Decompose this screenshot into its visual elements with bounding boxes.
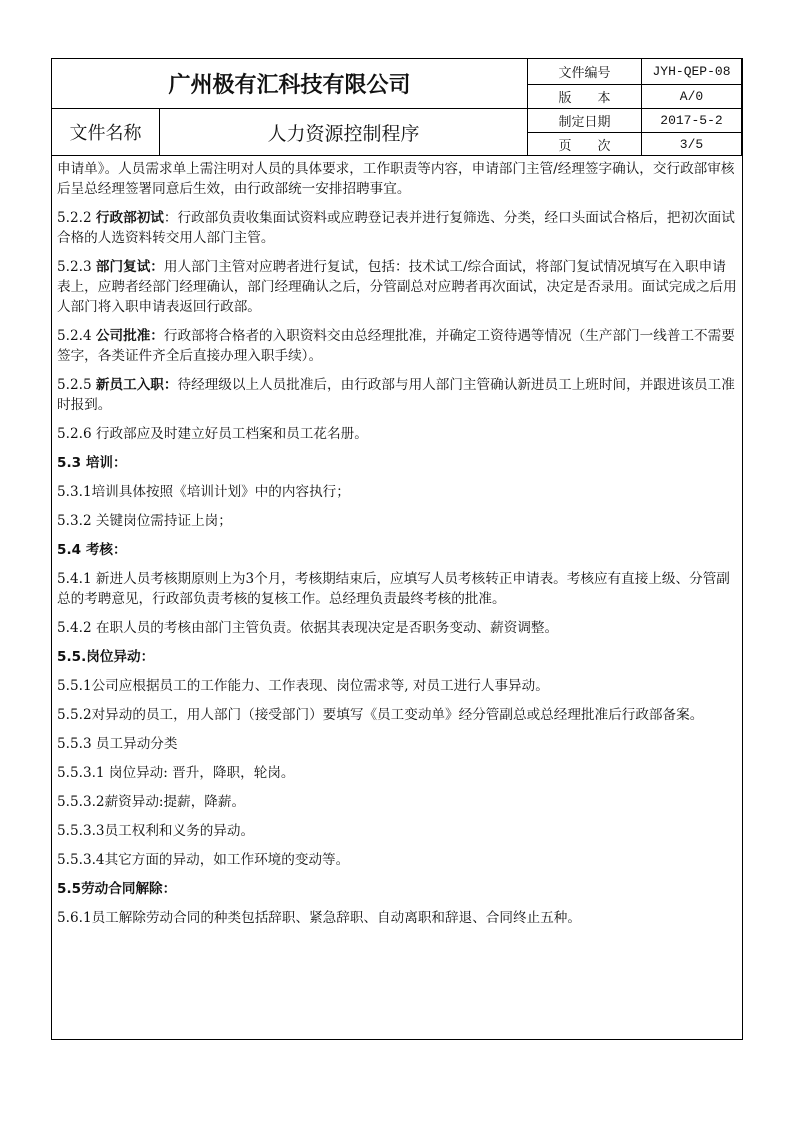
paragraph-num: 5.4.2: [57, 620, 96, 636]
paragraph-num: 5.3.1: [57, 484, 92, 500]
paragraph-text: 员工权利和义务的异动。: [104, 823, 255, 839]
paragraph: [57, 208, 739, 248]
paragraph-text: 员工解除劳动合同的种类包括辞职、紧急辞职、自动离职和辞退、合同终止五种。: [91, 910, 581, 926]
paragraph: [57, 257, 739, 317]
paragraph-bold: 5.5劳动合同解除：: [57, 881, 177, 897]
paragraph: [57, 482, 739, 502]
paragraph: [57, 676, 739, 696]
paragraph-text: 薪资异动:提薪，降薪。: [104, 794, 246, 810]
field-value: 2017-5-2: [642, 109, 742, 133]
paragraph: [57, 763, 739, 783]
document-body: [57, 159, 739, 937]
paragraph: [57, 375, 739, 415]
paragraph-bold: 部门复试：: [95, 259, 164, 275]
paragraph-bold: 5.4 考核：: [57, 542, 127, 558]
paragraph-num: 5.5.3.4: [57, 852, 105, 868]
paragraph-text: 岗位异动: 晋升，降职，轮岗。: [108, 765, 295, 781]
paragraph-text: 申请单》。人员需求单上需注明对人员的具体要求，工作职责等内容，申请部门主管/经理签字确认，交行政部审核后呈总经理签署同意后生效，由行政部统一安排招聘事宜。: [57, 161, 735, 197]
field-label: 制定日期: [528, 109, 642, 133]
paragraph: [57, 511, 739, 531]
paragraph-bold: 行政部初试: [95, 210, 164, 226]
paragraph-num: 5.5.3.2: [57, 794, 105, 810]
paragraph: [57, 424, 739, 444]
paragraph-text: 行政部将合格者的入职资料交由总经理批准，并确定工资待遇等情况（生产部门一线普工不需要签字，各类证件齐全后直接办理入职手续）。: [57, 328, 735, 364]
paragraph-text: ：行政部负责收集面试资料或应聘登记表并进行复筛选、分类，经口头面试合格后，把初次面试合格的人选资料转交用人部门主管。: [57, 210, 735, 246]
paragraph-bold: 公司批准：: [95, 328, 164, 344]
paragraph-text: 在职人员的考核由部门主管负责。依据其表现决定是否职务变动、薪资调整。: [95, 620, 559, 636]
paragraph: [57, 540, 739, 560]
paragraph-text: 其它方面的异动，如工作环境的变动等。: [104, 852, 350, 868]
paragraph-num: 5.2.4: [57, 328, 96, 344]
paragraph-bold: 新员工入职：: [95, 377, 178, 393]
paragraph-num: 5.5.2: [57, 707, 92, 723]
paragraph-bold: 5.5.岗位异动：: [57, 649, 155, 665]
paragraph-text: 关键岗位需持证上岗；: [95, 513, 232, 529]
paragraph: [57, 879, 739, 899]
field-label: 页 次: [528, 133, 642, 156]
paragraph-num: 5.2.5: [57, 377, 96, 393]
paragraph-text: 行政部应及时建立好员工档案和员工花名册。: [95, 426, 368, 442]
paragraph: [57, 705, 739, 725]
paragraph: [57, 821, 739, 841]
paragraph-num: 5.5.3: [57, 736, 96, 752]
paragraph-text: 对异动的员工，用人部门（接受部门）要填写《员工变动单》经分管副总或总经理批准后行政部备案。: [91, 707, 704, 723]
paragraph: [57, 908, 739, 928]
paragraph-num: 5.2.2: [57, 210, 96, 226]
field-label: 文件编号: [528, 59, 642, 85]
document-header: [51, 58, 742, 156]
paragraph-text: 培训具体按照《培训计划》中的内容执行；: [91, 484, 350, 500]
field-label: 版 本: [528, 85, 642, 109]
paragraph: [57, 734, 739, 754]
paragraph-num: 5.2.6: [57, 426, 96, 442]
paragraph-text: 待经理级以上人员批准后，由行政部与用人部门主管确认新进员工上班时间，并跟进该员工准时报到。: [57, 377, 735, 413]
paragraph: [57, 453, 739, 473]
paragraph-num: 5.3.2: [57, 513, 96, 529]
file-name: 人力资源控制程序: [160, 109, 528, 156]
paragraph-text: 员工异动分类: [95, 736, 178, 752]
paragraph-num: 5.4.1: [57, 571, 96, 587]
field-value: A/0: [642, 85, 742, 109]
paragraph: [57, 569, 739, 609]
paragraph: [57, 159, 739, 199]
field-value: 3/5: [642, 133, 742, 156]
paragraph-num: 5.2.3: [57, 259, 96, 275]
paragraph-text: 公司应根据员工的工作能力、工作表现、岗位需求等, 对员工进行人事异动。: [91, 678, 549, 694]
paragraph-text: 新进人员考核期原则上为3个月，考核期结束后，应填写人员考核转正申请表。考核应有直接上级、分管副总的考聘意见，行政部负责考核的复核工作。总经理负责最终考核的批准。: [57, 571, 730, 607]
document-frame: [51, 58, 743, 1040]
paragraph: [57, 792, 739, 812]
paragraph-text: 用人部门主管对应聘者进行复试，包括：技术试工/综合面试，将部门复试情况填写在入职申请表上，应聘者经部门经理确认，部门经理确认之后，分管副总对应聘者再次面试，决定是否录用。面试完成之后用人部门将入职申请表返回行政部。: [57, 259, 737, 315]
paragraph: [57, 850, 739, 870]
paragraph: [57, 326, 739, 366]
paragraph: [57, 618, 739, 638]
paragraph: [57, 647, 739, 667]
paragraph-num: 5.5.3.1: [57, 765, 109, 781]
field-value: JYH-QEP-08: [642, 59, 742, 85]
paragraph-num: 5.5.1: [57, 678, 92, 694]
paragraph-num: 5.5.3.3: [57, 823, 105, 839]
paragraph-num: 5.6.1: [57, 910, 92, 926]
company-name: 广州极有汇科技有限公司: [52, 59, 528, 109]
file-name-label: 文件名称: [52, 109, 160, 156]
paragraph-bold: 5.3 培训：: [57, 455, 127, 471]
